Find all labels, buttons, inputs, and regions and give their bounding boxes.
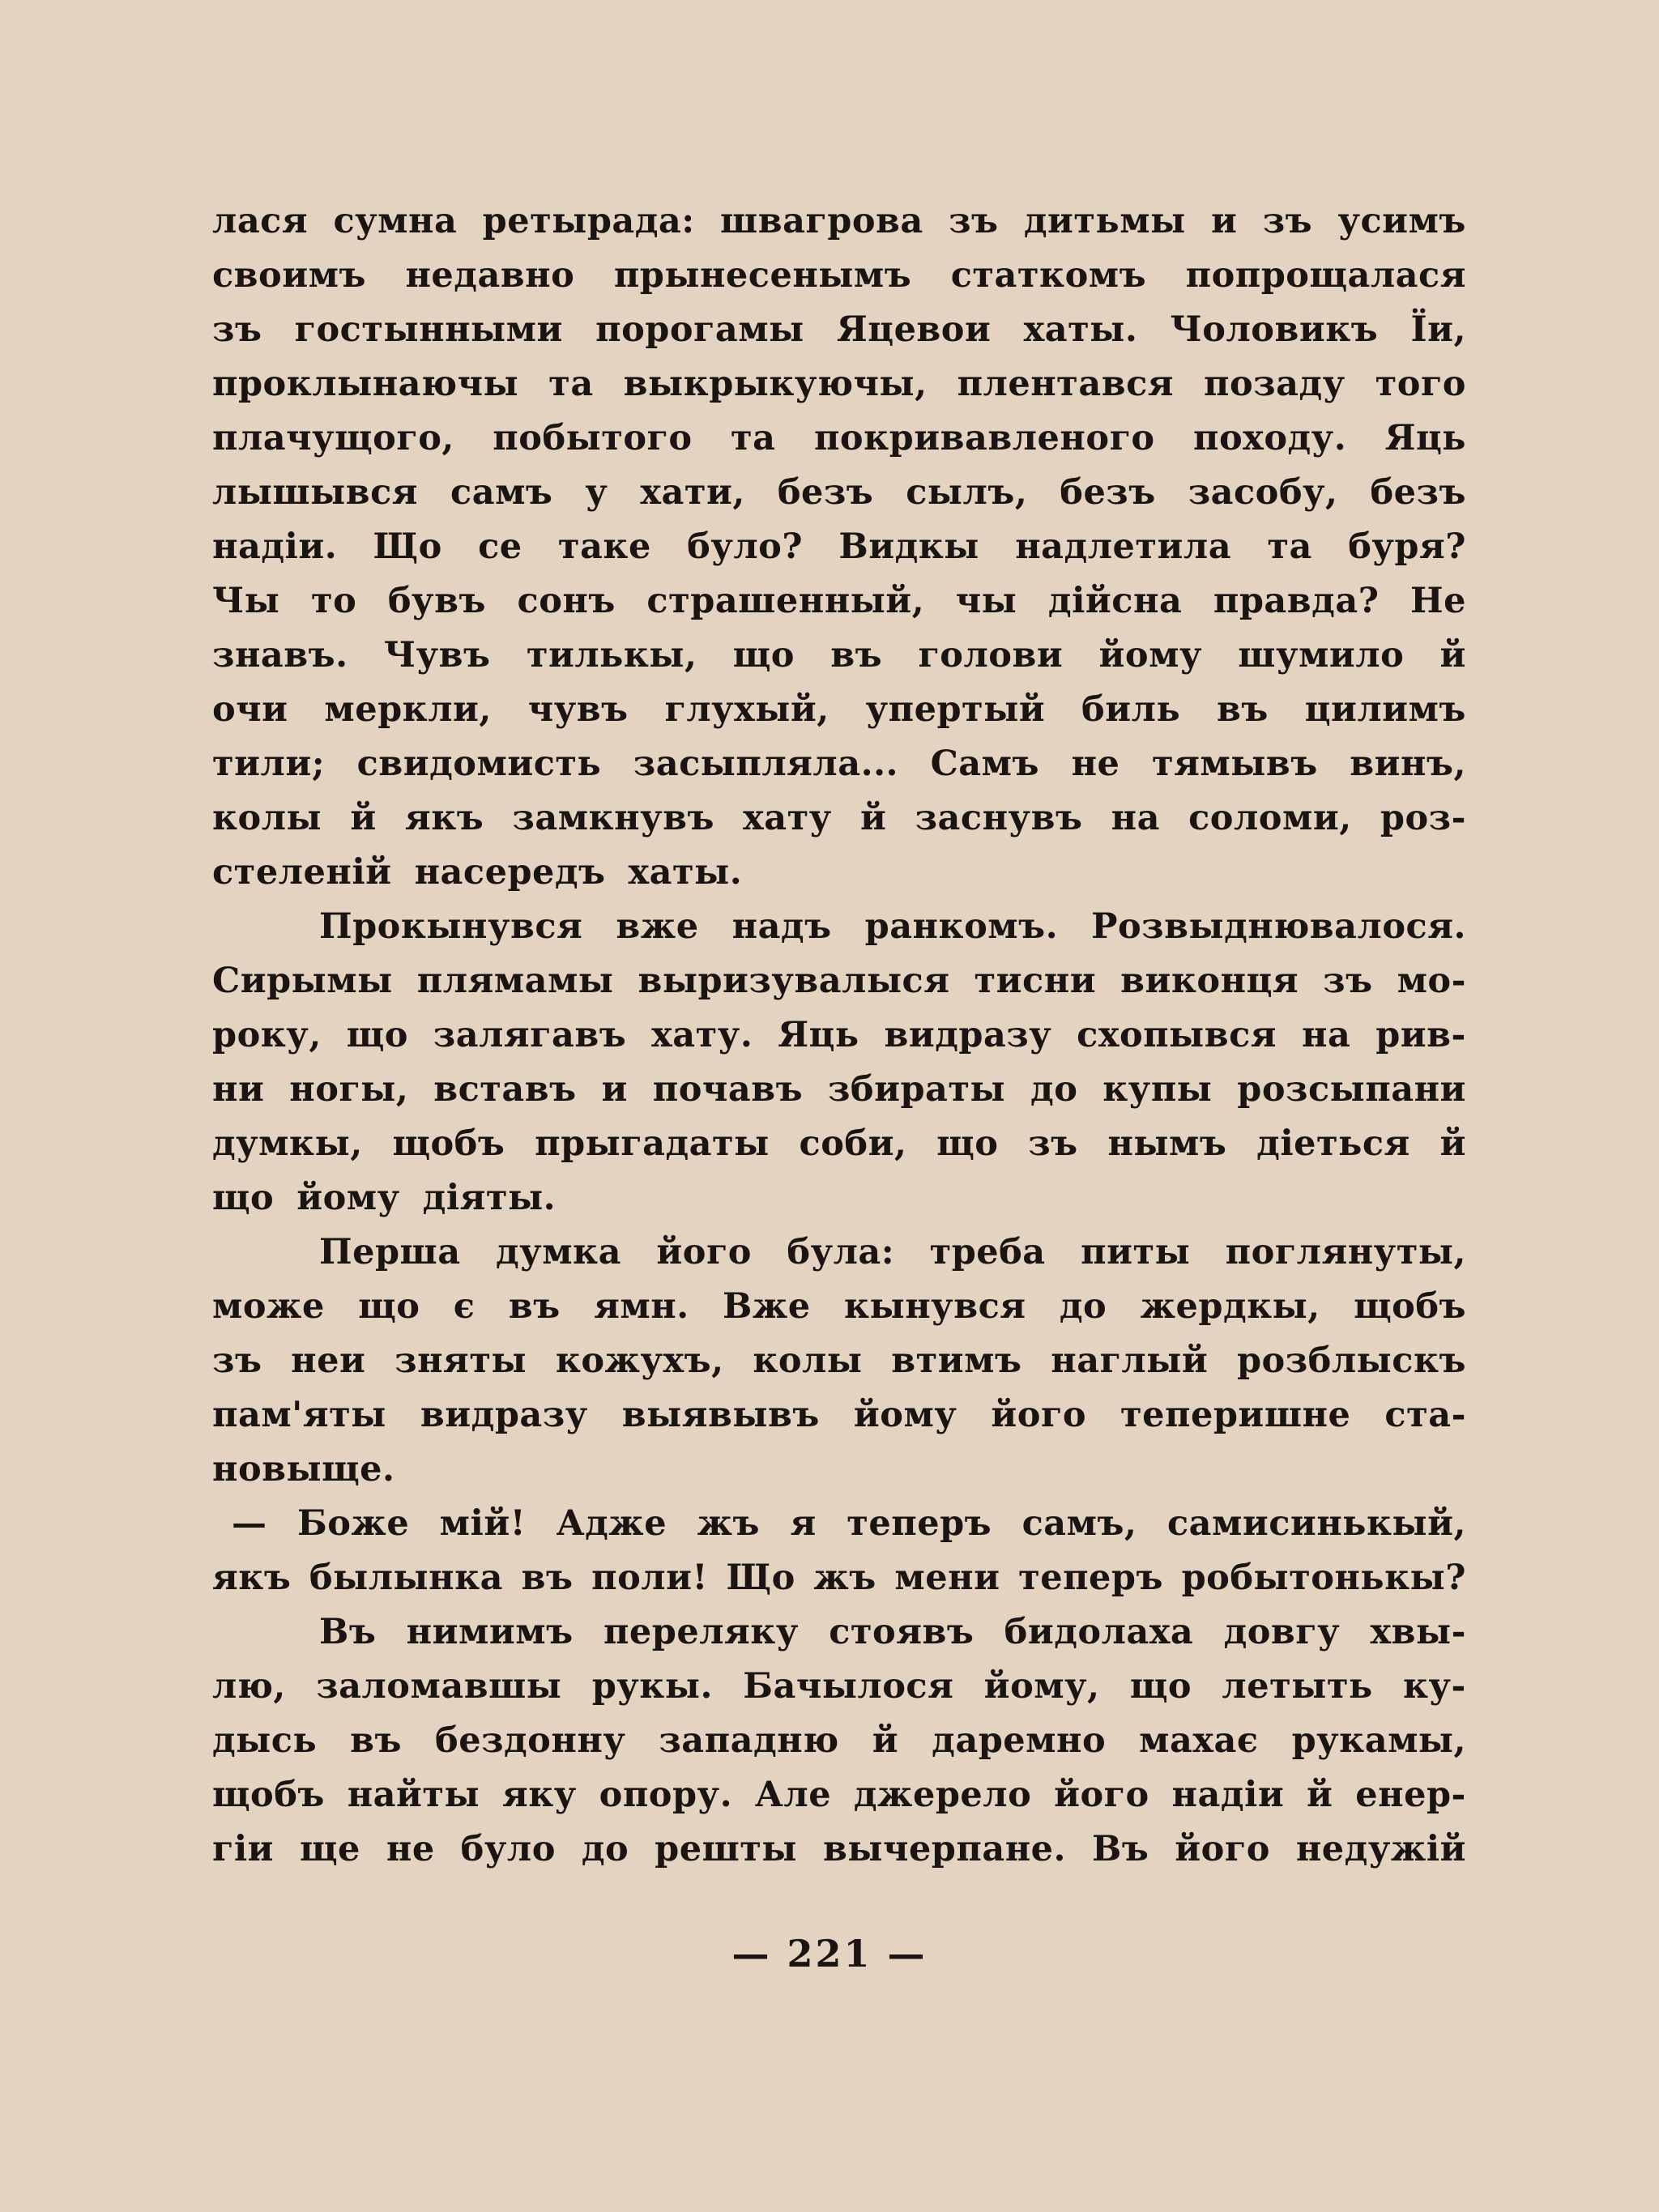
text-line: очи меркли, чувъ глухый, упертый биль въ цилимъ bbox=[212, 689, 1466, 730]
text-line: — Боже мій! Адже жъ я теперъ самъ, самисинькый, bbox=[232, 1503, 1466, 1544]
text-line: Чы то бувъ сонъ страшенный, чы дійсна правда? Не bbox=[212, 581, 1466, 621]
text-line: Сирымы плямамы выризувалыся тисни виконця зъ мо- bbox=[212, 961, 1466, 1001]
text-line: проклынаючы та выкрыкуючы, плентався позаду того bbox=[212, 364, 1466, 404]
text-line: лышывся самъ у хати, безъ сылъ, безъ засобу, безъ bbox=[212, 472, 1466, 513]
text-line: якъ былынка въ поли! Що жъ мени теперъ робытонькы? bbox=[212, 1558, 1466, 1598]
text-line: лю, заломавшы рукы. Бачылося йому, що летыть ку- bbox=[212, 1666, 1466, 1707]
text-line: лася сумна ретырада: швагрова зъ дитьмы и зъ усимъ bbox=[212, 201, 1466, 241]
page-number: — 221 — bbox=[731, 1932, 928, 1975]
text-line: новыще. bbox=[212, 1449, 395, 1490]
text-line: плачущого, побытого та покривавленого походу. Яць bbox=[212, 418, 1466, 458]
text-line: думкы, щобъ прыгадаты соби, що зъ нымъ діеться й bbox=[212, 1123, 1466, 1164]
text-line: стеленій насередъ хаты. bbox=[212, 852, 743, 893]
text-line: своимъ недавно прынесенымъ статкомъ попрощалася bbox=[212, 255, 1466, 296]
text-line: щобъ найты яку опору. Але джерело його надіи й енер- bbox=[212, 1775, 1466, 1815]
text-line: зъ неи зняты кожухъ, колы втимъ наглый розблыскъ bbox=[212, 1340, 1466, 1381]
text-line: року, що залягавъ хату. Яць видразу схопывся на рив- bbox=[212, 1015, 1466, 1055]
text-line: колы й якъ замкнувъ хату й заснувъ на соломи, роз- bbox=[212, 798, 1466, 838]
body-text bbox=[212, 201, 1466, 1883]
text-line: надіи. Що се таке було? Видкы надлетила та буря? bbox=[212, 526, 1466, 567]
text-line: зъ гостынными порогамы Яцевои хаты. Чоловикъ Їи, bbox=[212, 309, 1466, 350]
text-line: що йому діяты. bbox=[212, 1178, 557, 1218]
text-line: Въ нимимъ переляку стоявъ бидолаха довгу хвы- bbox=[319, 1612, 1466, 1652]
text-line: ни ногы, вставъ и почавъ збираты до купы розсыпани bbox=[212, 1069, 1466, 1110]
text-line: Перша думка його була: треба питы поглянуты, bbox=[319, 1232, 1466, 1272]
text-line: тили; свидомисть засыпляла... Самъ не тямывъ винъ, bbox=[212, 744, 1466, 784]
text-line: знавъ. Чувъ тилькы, що въ голови йому шумило й bbox=[212, 635, 1466, 676]
text-line: Прокынувся вже надъ ранкомъ. Розвыднювалося. bbox=[319, 906, 1466, 947]
text-line: пам'яты видразу выявывъ йому його теперишне ста- bbox=[212, 1395, 1466, 1435]
text-line: може що є въ ямн. Вже кынувся до жердкы, щобъ bbox=[212, 1286, 1466, 1327]
text-line: дысь въ бездонну западню й даремно махає рукамы, bbox=[212, 1720, 1466, 1761]
text-line: гіи ще не було до решты вычерпане. Въ його недужій bbox=[212, 1829, 1466, 1869]
